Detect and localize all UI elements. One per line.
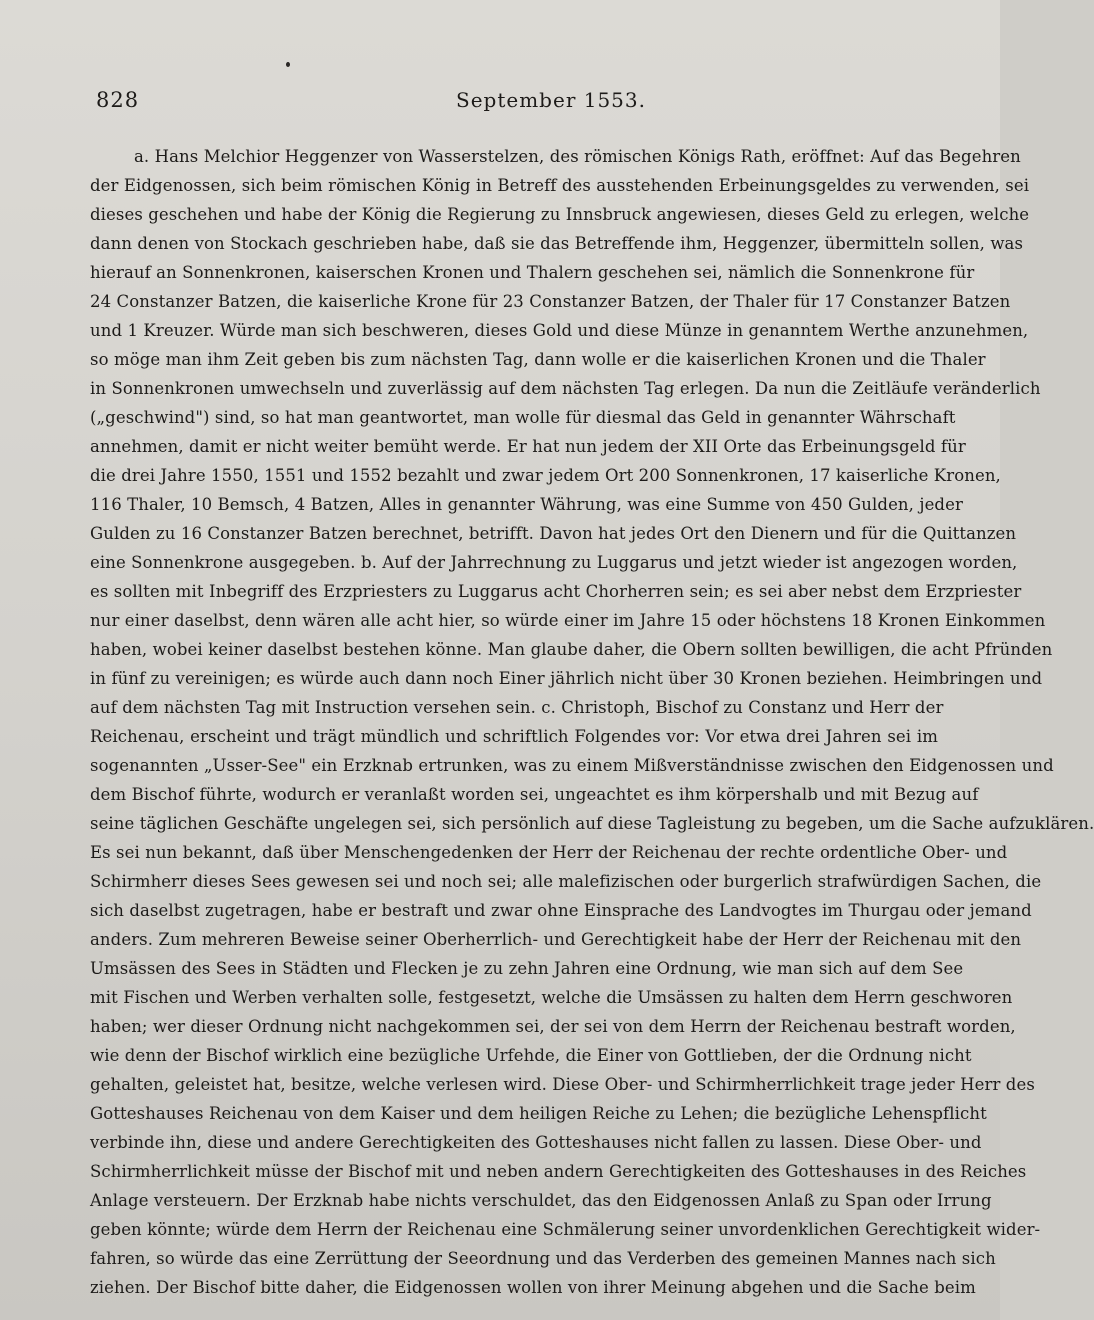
text-line: auf dem nächsten Tag mit Instruction versehen sein. c. Christoph, Bischof zu Constanz und Herr der: [90, 698, 944, 717]
text-line: fahren, so würde das eine Zerrüttung der Seeordnung und das Verderben des gemeinen Mannes nach sich: [90, 1249, 996, 1268]
page-number: 828: [96, 88, 140, 112]
text-line: nur einer daselbst, denn wären alle acht hier, so würde einer im Jahre 15 oder höchstens 18 Kronen Einkommen: [90, 611, 1046, 630]
body-text: [90, 142, 1094, 1302]
text-line: gehalten, geleistet hat, besitze, welche verlesen wird. Diese Ober- und Schirmherrlichkeit trage jeder Herr des: [90, 1075, 1035, 1094]
text-line: Reichenau, erscheint und trägt mündlich und schriftlich Folgendes vor: Vor etwa drei Jahren sei im: [90, 727, 938, 746]
text-line: dann denen von Stockach geschrieben habe, daß sie das Betreffende ihm, Heggenzer, übermitteln sollen, was: [90, 234, 1024, 253]
running-head: September 1553.: [456, 88, 646, 112]
text-line: die drei Jahre 1550, 1551 und 1552 bezahlt und zwar jedem Ort 200 Sonnenkronen, 17 kaiserliche Kronen,: [90, 466, 1001, 485]
text-line: („geschwind") sind, so hat man geantwortet, man wolle für diesmal das Geld in genannter Währschaft: [90, 408, 956, 427]
text-line: 116 Thaler, 10 Bemsch, 4 Batzen, Alles in genannter Währung, was eine Summe von 450 Gulden, jeder: [90, 495, 963, 514]
page-header: [96, 88, 936, 120]
text-line: es sollten mit Inbegriff des Erzpriesters zu Luggarus acht Chorherren sein; es sei aber nebst dem Erzpriester: [90, 582, 1022, 601]
ink-speck: [286, 62, 290, 67]
text-line: wie denn der Bischof wirklich eine bezügliche Urfehde, die Einer von Gottlieben, der die Ordnung nicht: [90, 1046, 972, 1065]
text-line: sogenannten „Usser-See" ein Erzknab ertrunken, was zu einem Mißverständnisse zwischen den Eidgenossen und: [90, 756, 1054, 775]
text-line: mit Fischen und Werben verhalten solle, festgesetzt, welche die Umsässen zu halten dem Herrn geschworen: [90, 988, 1013, 1007]
text-line: Umsässen des Sees in Städten und Flecken je zu zehn Jahren eine Ordnung, wie man sich auf dem See: [90, 959, 964, 978]
text-line: a. Hans Melchior Heggenzer von Wasserstelzen, des römischen Königs Rath, eröffnet: Auf das Begehren: [134, 147, 1021, 166]
text-line: haben; wer dieser Ordnung nicht nachgekommen sei, der sei von dem Herrn der Reichenau bestraft worden,: [90, 1017, 1016, 1036]
text-line: Schirmherrlichkeit müsse der Bischof mit und neben andern Gerechtigkeiten des Gotteshauses in des Reiches: [90, 1162, 1027, 1181]
text-line: der Eidgenossen, sich beim römischen König in Betreff des ausstehenden Erbeinungsgeldes zu verwenden, sei: [90, 176, 1030, 195]
text-line: verbinde ihn, diese und andere Gerechtigkeiten des Gotteshauses nicht fallen zu lassen. Diese Ober- und: [90, 1133, 982, 1152]
text-line: Schirmherr dieses Sees gewesen sei und noch sei; alle malefizischen oder burgerlich strafwürdigen Sachen, die: [90, 872, 1042, 891]
text-line: eine Sonnenkrone ausgegeben. b. Auf der Jahrrechnung zu Luggarus und jetzt wieder ist angezogen worden,: [90, 553, 1018, 572]
text-line: in fünf zu vereinigen; es würde auch dann noch Einer jährlich nicht über 30 Kronen beziehen. Heimbringen und: [90, 669, 1043, 688]
text-line: dem Bischof führte, wodurch er veranlaßt worden sei, ungeachtet es ihm körpershalb und mit Bezug auf: [90, 785, 979, 804]
text-line: anders. Zum mehreren Beweise seiner Oberherrlich- und Gerechtigkeit habe der Herr der Reichenau mit den: [90, 930, 1022, 949]
text-line: sich daselbst zugetragen, habe er bestraft und zwar ohne Einsprache des Landvogtes im Thurgau oder jemand: [90, 901, 1032, 920]
text-line: Gotteshauses Reichenau von dem Kaiser und dem heiligen Reiche zu Lehen; die bezügliche Lehenspflicht: [90, 1104, 987, 1123]
text-line: seine täglichen Geschäfte ungelegen sei, sich persönlich auf diese Tagleistung zu begeben, um die Sache aufzuklären.: [90, 814, 1094, 833]
text-line: geben könnte; würde dem Herrn der Reichenau eine Schmälerung seiner unvordenklichen Gerechtigkeit wider-: [90, 1220, 1041, 1239]
text-line: 24 Constanzer Batzen, die kaiserliche Krone für 23 Constanzer Batzen, der Thaler für 17 Constanzer Batzen: [90, 292, 1011, 311]
text-line: hierauf an Sonnenkronen, kaiserschen Kronen und Thalern geschehen sei, nämlich die Sonnenkrone für: [90, 263, 975, 282]
text-line: so möge man ihm Zeit geben bis zum nächsten Tag, dann wolle er die kaiserlichen Kronen und die Thaler: [90, 350, 986, 369]
text-line: dieses geschehen und habe der König die Regierung zu Innsbruck angewiesen, dieses Geld zu erlegen, welche: [90, 205, 1030, 224]
text-line: Es sei nun bekannt, daß über Menschengedenken der Herr der Reichenau der rechte ordentliche Ober- und: [90, 843, 1008, 862]
text-line: annehmen, damit er nicht weiter bemüht werde. Er hat nun jedem der XII Orte das Erbeinungsgeld für: [90, 437, 966, 456]
text-line: und 1 Kreuzer. Würde man sich beschweren, dieses Gold und diese Münze in genanntem Werthe anzunehmen,: [90, 321, 1029, 340]
text-line: Gulden zu 16 Constanzer Batzen berechnet, betrifft. Davon hat jedes Ort den Dienern und für die Quittanzen: [90, 524, 1017, 543]
text-line: in Sonnenkronen umwechseln und zuverlässig auf dem nächsten Tag erlegen. Da nun die Zeitläufe veränderlich: [90, 379, 1041, 398]
text-line: haben, wobei keiner daselbst bestehen könne. Man glaube daher, die Obern sollten bewilligen, die acht Pfründen: [90, 640, 1053, 659]
text-line: Anlage versteuern. Der Erzknab habe nichts verschuldet, das den Eidgenossen Anlaß zu Span oder Irrung: [90, 1191, 992, 1210]
text-line: ziehen. Der Bischof bitte daher, die Eidgenossen wollen von ihrer Meinung abgehen und die Sache beim: [90, 1278, 976, 1297]
